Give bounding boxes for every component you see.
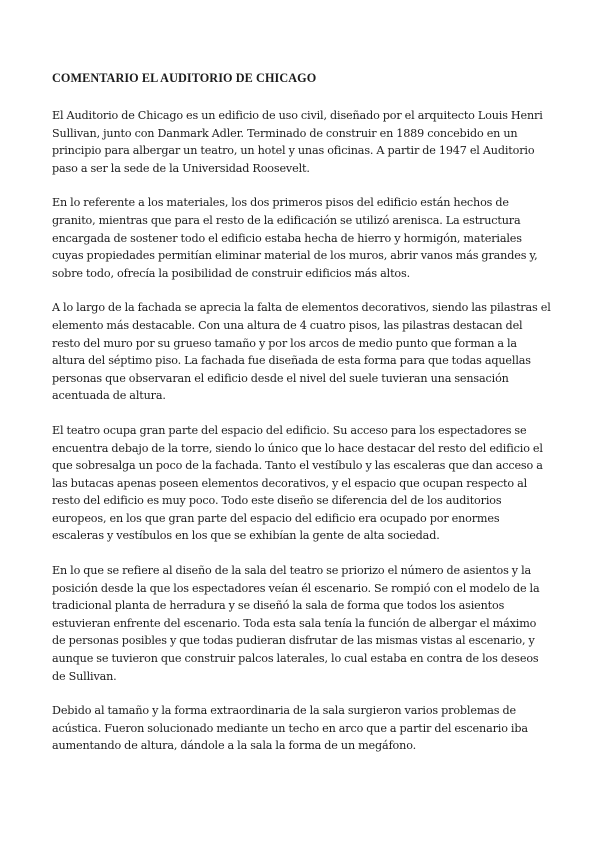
- document-page: [52, 70, 552, 772]
- paragraph-acoustics: Debido al tamaño y la forma extraordinaria de la sala surgieron varios problemas de acústica. Fueron solucionado mediante un techo en arco que a partir del escenario iba aumentando de altura, dándole a la sala la forma de un megáfono.: [52, 704, 528, 753]
- document-title: COMENTARIO EL AUDITORIO DE CHICAGO: [52, 71, 317, 85]
- paragraph-intro: El Auditorio de Chicago es un edificio de uso civil, diseñado por el arquitecto Louis Henri Sullivan, junto con Danmark Adler. Terminado de construir en 1889 concebido en un principio para albergar un teatro, un hotel y unas oficinas. A partir de 1947 el Auditorio paso a ser la sede de la Universidad Roosevelt.: [52, 109, 543, 175]
- paragraph-facade: A lo largo de la fachada se aprecia la falta de elementos decorativos, siendo las pilastras el elemento más destacable. Con una altura de 4 cuatro pisos, las pilastras destacan del resto del muro por su grueso tamaño y por los arcos de medio punto que forman a la altura del séptimo piso. La fachada fue diseñada de esta forma para que todas aquellas personas que observaran el edificio desde el nivel del suele tuvieran una sensación acentuada de altura.: [52, 301, 551, 403]
- paragraph-hall-design: En lo que se refiere al diseño de la sala del teatro se priorizo el número de asientos y la posición desde la que los espectadores veían él escenario. Se rompió con el modelo de la tradicional planta de herradura y se diseñó la sala de forma que todos los asientos estuvieran enfrente del escenario. Toda esta sala tenía la función de albergar el máximo de personas posibles y que todas pudieran disfrutar de las mismas vistas al escenario, y aunque se tuvieron que construir palcos laterales, lo cual estaba en contra de los deseos de Sullivan.: [52, 564, 540, 683]
- paragraph-materials: En lo referente a los materiales, los dos primeros pisos del edificio están hechos de granito, mientras que para el resto de la edificación se utilizó arenisca. La estructura encargada de sostener todo el edificio estaba hecha de hierro y hormigón, materiales cuyas propiedades permitían eliminar material de los muros, abrir vanos más grandes y, sobre todo, ofrecía la posibilidad de construir edificios más altos.: [52, 196, 538, 280]
- paragraph-theater: El teatro ocupa gran parte del espacio del edificio. Su acceso para los espectadores se encuentra debajo de la torre, siendo lo único que lo hace destacar del resto del edificio el que sobresalga un poco de la fachada. Tanto el vestíbulo y las escaleras que dan acceso a las butacas apenas poseen elementos decorativos, y el espacio que ocupan respecto al resto del edificio es muy poco. Todo este diseño se diferencia del de los auditorios europeos, en los que gran parte del espacio del edificio era ocupado por enormes escaleras y vestíbulos en los que se exhibían la gente de alta sociedad.: [52, 423, 543, 543]
